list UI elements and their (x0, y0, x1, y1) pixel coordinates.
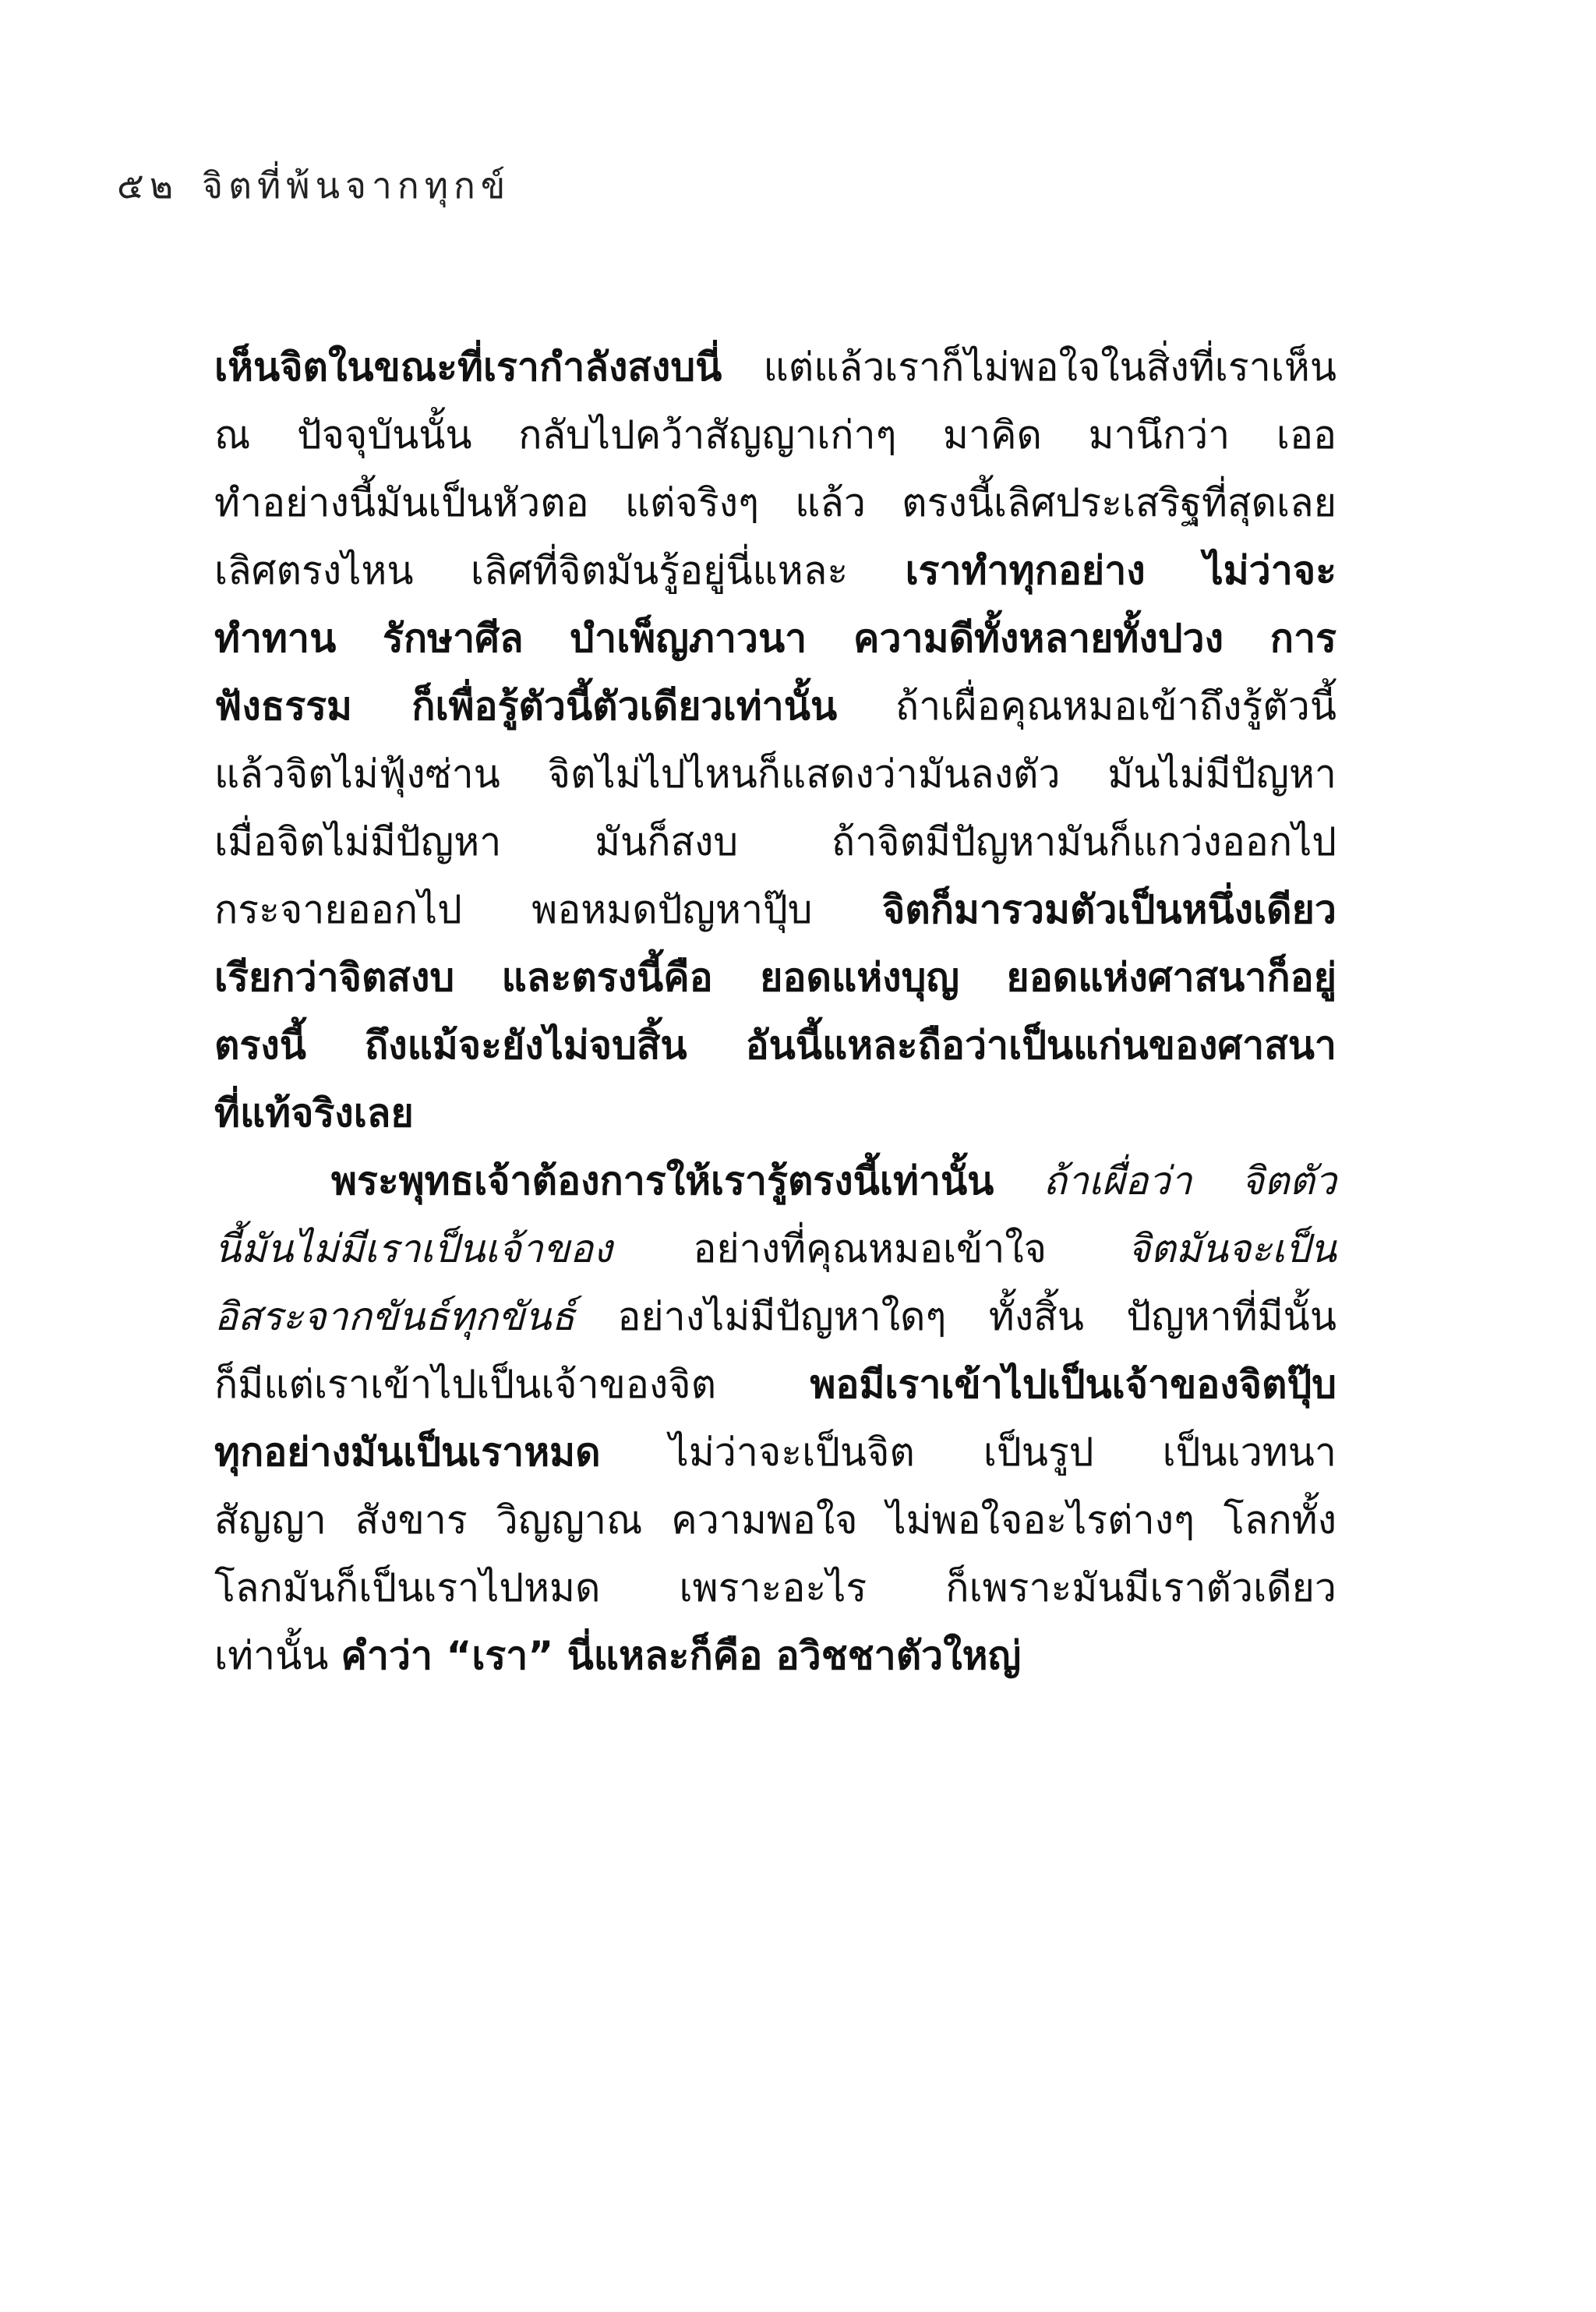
text-line (214, 808, 1336, 876)
text-line (214, 1554, 1336, 1622)
bold-text: จิตก็มารวมตัวเป็นหนึ่งเดียว (881, 887, 1336, 932)
text-line (214, 944, 1336, 1012)
bold-text: ตรงนี้ ถึงแม้จะยังไม่จบสิ้น อันนี้แหละถือว่าเป็นแก่นของศาสนา (214, 1023, 1336, 1068)
text-run: โลกมันก็เป็นเราไปหมด เพราะอะไร ก็เพราะมันมีเราตัวเดียว (214, 1565, 1336, 1610)
text-run: กระจายออกไป พอหมดปัญหาปุ๊บ (214, 887, 882, 932)
bold-text: เรียกว่าจิตสงบ และตรงนี้คือ ยอดแห่งบุญ ยอดแห่งศาสนาก็อยู่ (214, 955, 1336, 1000)
text-line (214, 673, 1336, 741)
italic-text: นี้มันไม่มีเราเป็นเจ้าของ (214, 1226, 613, 1271)
text-line (214, 1283, 1336, 1351)
running-head (117, 162, 510, 209)
text-run: สัญญา สังขาร วิญญาณ ความพอใจ ไม่พอใจอะไรต่างๆ โลกทั้ง (214, 1497, 1336, 1543)
text-run: ไม่ว่าจะเป็นจิต เป็นรูป เป็นเวทนา (600, 1430, 1336, 1475)
text-line (214, 741, 1336, 808)
text-line (214, 1147, 1336, 1215)
text-run: แล้วจิตไม่ฟุ้งซ่าน จิตไม่ไปไหนก็แสดงว่ามันลงตัว มันไม่มีปัญหา (214, 751, 1336, 797)
bold-text: เราทำทุกอย่าง ไม่ว่าจะ (905, 548, 1336, 593)
italic-text: จิตมันจะเป็น (1127, 1226, 1336, 1271)
bold-text: คำว่า “เรา” นี่แหละก็คือ อวิชชาตัวใหญ่ (341, 1633, 1022, 1678)
bold-text: พระพุทธเจ้าต้องการให้เรารู้ตรงนี้เท่านั้น (331, 1158, 994, 1204)
text-line (214, 537, 1336, 605)
book-title: จิตที่พ้นจากทุกข์ (202, 164, 511, 207)
text-run: ถ้าเผื่อคุณหมอเข้าถึงรู้ตัวนี้ (837, 684, 1336, 729)
bold-text: ทุกอย่างมันเป็นเราหมด (214, 1430, 601, 1475)
text-line (214, 469, 1336, 537)
text-line (214, 1622, 1336, 1690)
text-run: ณ ปัจจุบันนั้น กลับไปคว้าสัญญาเก่าๆ มาคิด มานึกว่า เออ (214, 412, 1336, 458)
bold-text: พอมีเราเข้าไปเป็นเจ้าของจิตปุ๊บ (810, 1362, 1336, 1407)
text-run: อย่างไม่มีปัญหาใดๆ ทั้งสิ้น ปัญหาที่มีนั้น (574, 1294, 1336, 1339)
text-line (214, 1419, 1336, 1487)
text-run: อย่างที่คุณหมอเข้าใจ (612, 1226, 1128, 1271)
text-run: เมื่อจิตไม่มีปัญหา มันก็สงบ ถ้าจิตมีปัญหามันก็แกว่งออกไป (214, 819, 1336, 864)
text-line (214, 401, 1336, 469)
bold-text: เห็นจิตในขณะที่เรากำลังสงบนี่ (214, 345, 722, 390)
text-run (994, 1158, 1043, 1204)
text-line (214, 1012, 1336, 1080)
italic-text: อิสระจากขันธ์ทุกขันธ์ (214, 1294, 575, 1339)
text-line (214, 605, 1336, 673)
text-line (214, 1215, 1336, 1283)
text-run: เท่านั้น (214, 1633, 341, 1678)
italic-text: ถ้าเผื่อว่า จิตตัว (1043, 1158, 1336, 1204)
page-number: ๕๒ (117, 164, 179, 207)
text-line (214, 1487, 1336, 1554)
text-line (214, 1351, 1336, 1419)
bold-text: ทำทาน รักษาศีล บำเพ็ญภาวนา ความดีทั้งหลายทั้งปวง การ (214, 616, 1336, 661)
text-line (214, 334, 1336, 401)
text-run: ก็มีแต่เราเข้าไปเป็นเจ้าของจิต (214, 1362, 810, 1407)
text-run: เลิศตรงไหน เลิศที่จิตมันรู้อยู่นี่แหละ (214, 548, 906, 593)
bold-text: ฟังธรรม ก็เพื่อรู้ตัวนี้ตัวเดียวเท่านั้น (214, 684, 838, 729)
text-run: แต่แล้วเราก็ไม่พอใจในสิ่งที่เราเห็น (722, 345, 1336, 390)
text-run: ทำอย่างนี้มันเป็นหัวตอ แต่จริงๆ แล้ว ตรงนี้เลิศประเสริฐที่สุดเลย (214, 480, 1336, 525)
bold-text: ที่แท้จริงเลย (214, 1091, 414, 1136)
text-line (214, 1080, 1336, 1147)
text-line (214, 876, 1336, 944)
body-text (214, 334, 1336, 1690)
